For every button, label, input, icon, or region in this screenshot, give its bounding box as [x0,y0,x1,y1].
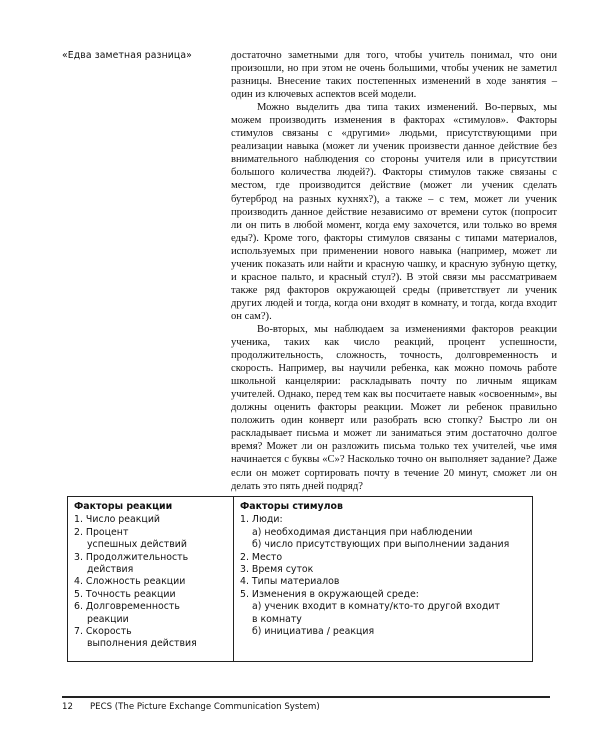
response-factors-column [68,497,234,661]
stimulus-factor-2: 2. Место [240,551,283,563]
page-number: 12 [62,702,73,712]
stimulus-factor-4: 4. Типы материалов [240,576,340,588]
response-factor-1: 1. Число реакций [74,514,161,526]
body-text [231,49,557,493]
response-factor-7-cont: выполнения действия [87,638,197,650]
stimulus-factor-1a: а) необходимая дистанция при наблюдении [252,526,473,538]
response-factors-title: Факторы реакции [74,501,173,512]
response-factor-3-cont: действия [87,564,134,576]
response-factor-4: 4. Сложность реакции [74,576,186,588]
response-factor-5: 5. Точность реакции [74,588,176,600]
response-factor-3: 3. Продолжительность [74,551,189,563]
stimulus-factor-5a: а) ученик входит в комнату/кто-то другой входит [252,601,500,613]
stimulus-factor-1: 1. Люди: [240,514,283,526]
response-factor-7: 7. Скорость [74,626,132,638]
response-factor-2: 2. Процент [74,526,129,538]
stimulus-factors-column [234,497,532,661]
stimulus-factors-title: Факторы стимулов [240,501,343,512]
footer-rule [62,696,550,698]
paragraph-response-factors: Во-вторых, мы наблюдаем за изменениями факторов реакции ученика, таких как число реакций, процент успешности, продолжительность, сложность, точность, долговременность и скорость. Например, вы научили ребенка, как можно помочь работе школьной канцелярии: раскладывать почту по личным ящикам учителей. Однако, перед тем как вы посчитаете навык «освоенным», вы должны оценить факторы реакции. Может ли ребенок правильно положить один конверт или разобрать всю стопку? Быстро ли он раскладывает письма и может ли заниматься этим достаточно долгое время? Может ли он разложить письма только тех учителей, чье имя начинается с буквы «С»? Насколько точно он выполняет задание? Даже если он может сортировать почту в течение 20 минут, сможет ли он делать это пять дней подряд? [231,323,557,492]
response-factor-6: 6. Долговременность [74,601,180,613]
paragraph-continuation: достаточно заметными для того, чтобы учитель понимал, что они произошли, но при этом не очень большими, чтобы ученик не заметил разницы. Внесение таких постепенных изменений в ходе занятия – один из ключевых аспектов всей модели. [231,50,557,101]
stimulus-factor-1b: б) число присутствующих при выполнении задания [252,539,510,551]
footer-title: PECS (The Picture Exchange Communication System) [90,702,320,712]
page-footer [62,702,320,712]
response-factor-2-cont: успешных действий [87,539,187,551]
stimulus-factor-3: 3. Время суток [240,564,314,576]
response-factor-6-cont: реакции [87,613,129,625]
factors-table [67,496,533,662]
stimulus-factor-5a-cont: в комнату [252,613,302,625]
stimulus-factor-5b: б) инициатива / реакция [252,626,375,638]
stimulus-factor-5: 5. Изменения в окружающей среде: [240,588,419,600]
paragraph-stimulus-factors: Можно выделить два типа таких изменений. Во-первых, мы можем производить изменения в факторах «стимулов». Факторы стимулов связаны с «другими» людьми, присутствующими при реализации навыка (может ли ученик произвести данное действие без внимательного наблюдения со стороны учителя или в присутствии большого количества людей?). Факторы стимулов также связаны с местом, где производится действие (может ли ученик сделать бутерброд на разных кухнях?), а также – с тем, может ли ученик производить данное действие независимо от времени суток (попросит ли он пить в любой момент, когда ему захочется, или только во время еды?). Кроме того, факторы стимулов связаны с типами материалов, используемых при применении нового навыка (например, может ли ученик показать или найти и красную чашку, и красную зубную щетку, и красное пальто, и красный стул?). В этой связи мы рассматриваем также ряд факторов окружающей среды (приветствует ли ученик других людей и тогда, когда они входят в комнату, и тогда, когда входит он сам?). [231,102,557,322]
side-heading: «Едва заметная разница» [62,50,192,61]
